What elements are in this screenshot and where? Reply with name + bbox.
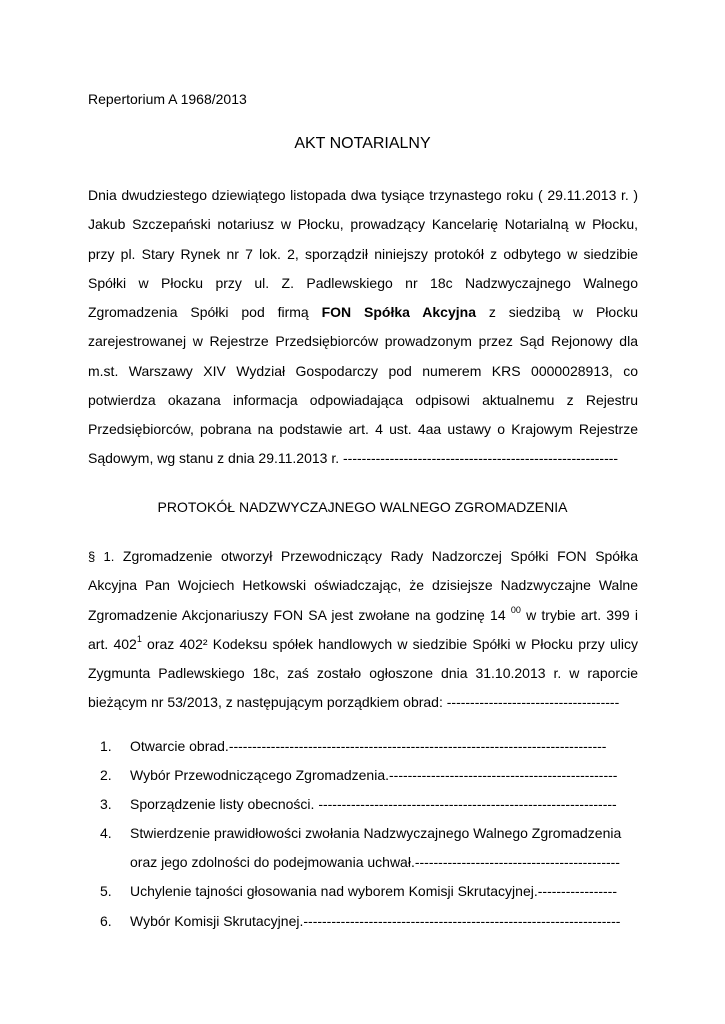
protocol-subtitle: PROTOKÓŁ NADZWYCZAJNEGO WALNEGO ZGROMADZENIA <box>157 499 568 515</box>
agenda-item-number: 3. <box>100 796 112 813</box>
article-superscript: 1 <box>136 633 142 644</box>
agenda-item <box>100 790 640 819</box>
agenda-item <box>100 819 640 877</box>
agenda-item <box>100 761 640 790</box>
intro-text-part1: Dnia dwudziestego dziewiątego listopada dwa tysiące trzynastego roku ( 29.11.2013 r. ) Jakub Szczepański notariusz w Płocku, prowadzący Kancelarię Notarialną w Płocku, przy pl. Stary Rynek nr 7 lok. 2, sporządził niniejszy protokół z odbytego w siedzibie Spółki w Płocku przy ul. Z. Padlewskiego nr 18c Nadzwyczajnego Walnego Zgromadzenia Spółki pod firmą <box>88 187 638 320</box>
agenda-item <box>100 732 640 761</box>
section-1-text-part1: Zgromadzenie otworzył Przewodniczący Rady Nadzorczej Spółki FON Spółka Akcyjna Pan Wojciech Hetkowski oświadczając, że dzisiejsze Nadzwyczajne Walne Zgromadzenie Akcjonariuszy FON SA jest zwołane na godzinę 14 <box>88 548 638 623</box>
agenda-item-text: Uchylenie tajności głosowania nad wyborem Komisji Skrutacyjnej.----------------- <box>130 883 617 900</box>
agenda-item-text: Wybór Komisji Skrutacyjnej.-------------------------------------------------------------------- <box>130 912 621 929</box>
agenda-item-number: 1. <box>100 738 112 754</box>
section-mark: § 1. <box>88 549 115 564</box>
hour-superscript: 00 <box>510 604 521 615</box>
agenda-item-number: 4. <box>100 825 112 842</box>
agenda-item-text: Stwierdzenie prawidłowości zwołania Nadzwyczajnego Walnego Zgromadzenia oraz jego zdolności do podejmowania uchwał.-------------------------------------------- <box>130 825 622 871</box>
agenda-item-number: 5. <box>100 883 112 900</box>
agenda-item-text: Sporządzenie listy obecności. ---------------------------------------------------------------- <box>130 796 617 813</box>
company-name: FON Spółka Akcyjna <box>321 304 476 320</box>
section-1-paragraph <box>88 542 638 718</box>
section-1-text-part2: w trybie art. 399 i art. 402 <box>88 606 638 652</box>
intro-text-part2: z siedzibą w Płocku zarejestrowanej w Rejestrze Przedsiębiorców prowadzonym przez Sąd Rejonowy dla m.st. Warszawy XIV Wydział Gospodarczy pod numerem KRS 0000028913, co potwierdza okazana informacja odpowiadająca odpisowi aktualnemu z Rejestru Przedsiębiorców, pobrana na podstawie art. 4 ust. 4aa ustawy o Krajowym Rejestrze Sądowym, wg stanu z dnia 29.11.2013 r. ----------------------------------------------------------- <box>88 304 638 467</box>
intro-paragraph <box>88 181 638 474</box>
agenda-item <box>100 907 640 936</box>
agenda-list <box>100 732 640 936</box>
repertorium-number: Repertorium A 1968/2013 <box>88 91 247 107</box>
section-1-text-part3: oraz 402² Kodeksu spółek handlowych w siedzibie Spółki w Płocku przy ulicy Zygmunta Padlewskiego 18c, zaś zostało ogłoszone dnia 31.10.2013 r. w raporcie bieżącym nr 53/2013, z następującym porządkiem obrad: ------------------------------------- <box>88 635 638 711</box>
agenda-item-text: Otwarcie obrad.--------------------------------------------------------------------------------- <box>130 738 607 754</box>
agenda-item-number: 2. <box>100 767 112 784</box>
agenda-item-number: 6. <box>100 912 112 929</box>
agenda-item-text: Wybór Przewodniczącego Zgromadzenia.------------------------------------------------- <box>130 767 618 784</box>
agenda-item <box>100 877 640 906</box>
document-title: AKT NOTARIALNY <box>294 135 431 152</box>
